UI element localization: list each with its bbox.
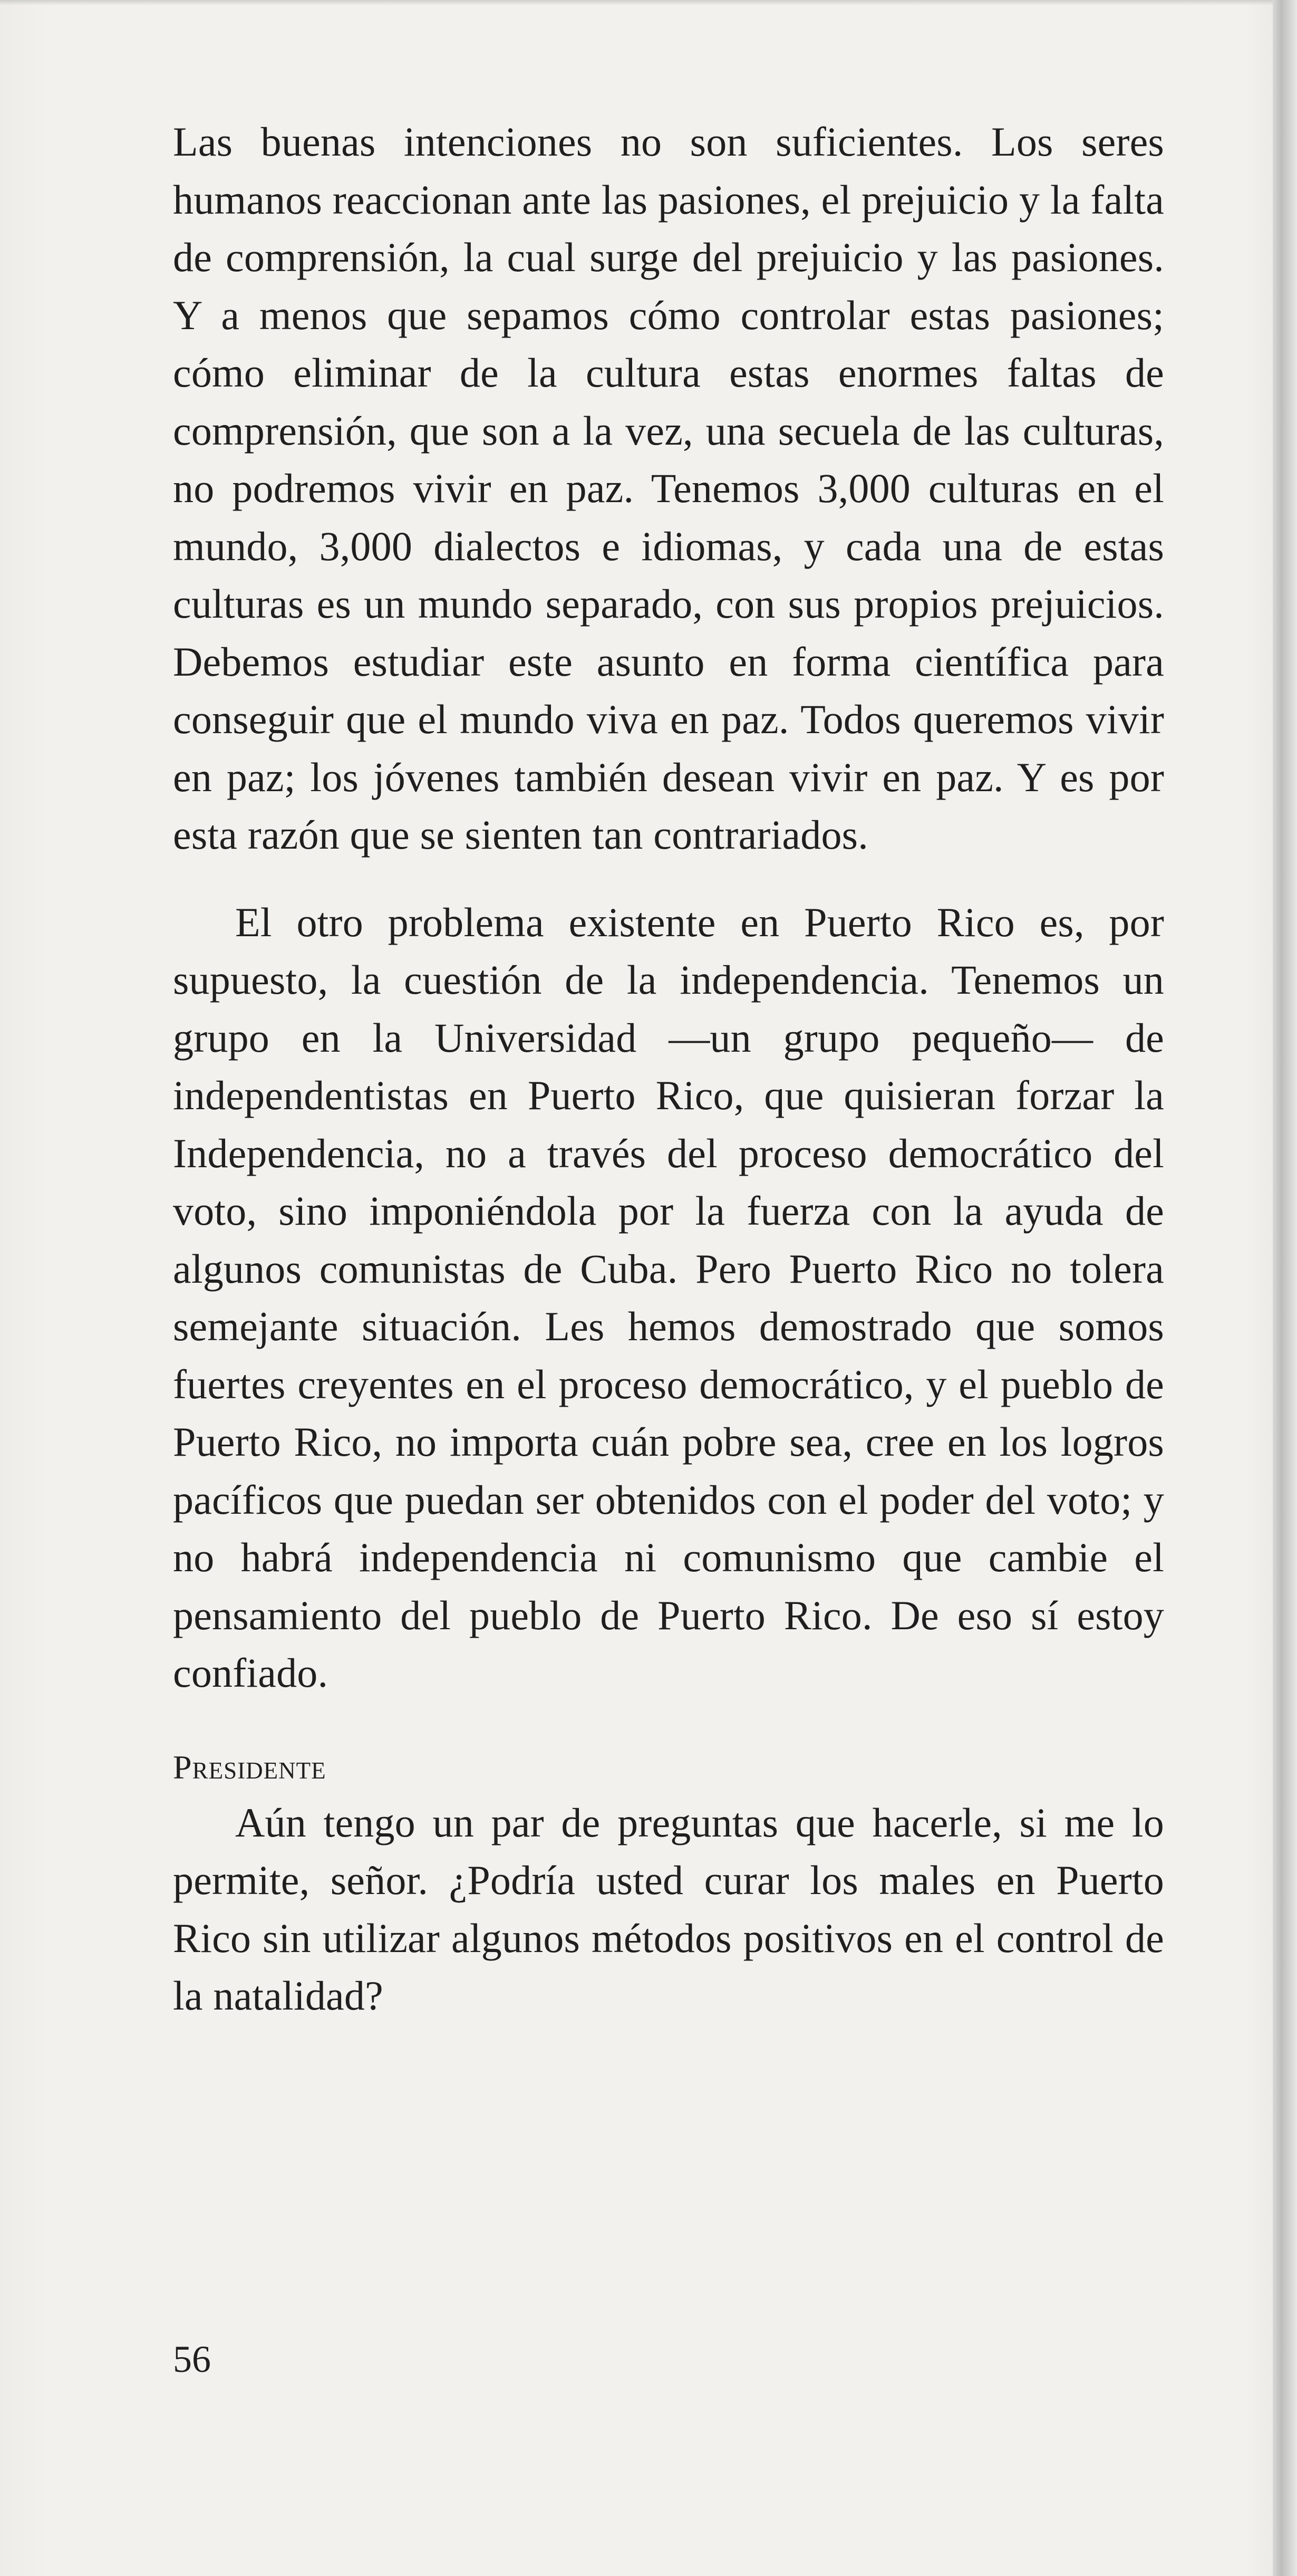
paragraph-gap	[173, 864, 1164, 893]
body-text	[173, 113, 1164, 2025]
page-binding-edge	[1273, 0, 1297, 2576]
speaker-paragraph: Aún tengo un par de preguntas que hacerle, si me lo permite, señor. ¿Podría usted curar los males en Puerto Rico sin utilizar algunos métodos positivos en el control de la natalidad?	[173, 1799, 1164, 2018]
paragraph-1: Las buenas intenciones no son suficientes. Los seres humanos reaccionan ante las pasiones, el prejuicio y la falta de comprensión, la cual surge del prejuicio y las pasiones. Y a menos que sepamos cómo controlar estas pasiones; cómo eliminar de la cultura estas enormes faltas de comprensión, que son a la vez, una secuela de las culturas, no podremos vivir en paz. Tenemos 3,000 culturas en el mundo, 3,000 dialectos e idiomas, y cada una de estas culturas es un mundo separado, con sus propios prejuicios. Debemos estudiar este asunto en forma científica para conseguir que el mundo viva en paz. Todos queremos vivir en paz; los jóvenes también desean vivir en paz. Y es por esta razón que se sienten tan contrariados.	[173, 119, 1164, 858]
page-top-edge	[0, 0, 1297, 5]
page-number: 56	[173, 2338, 211, 2380]
paragraph-2: El otro problema existente en Puerto Rico es, por supuesto, la cuestión de la independencia. Tenemos un grupo en la Universidad —un grupo pequeño— de independentistas en Puerto Rico, que quisieran forzar la Independencia, no a través del proceso democrático del voto, sino imponiéndola por la fuerza con la ayuda de algunos comunistas de Cuba. Pero Puerto Rico no tolera semejante situación. Les hemos demostrado que somos fuertes creyentes en el proceso democrático, y el pueblo de Puerto Rico, no importa cuán pobre sea, cree en los logros pacíficos que puedan ser obtenidos con el poder del voto; y no habrá independencia ni comunismo que cambie el pensamiento del pueblo de Puerto Rico. De eso sí estoy confiado.	[173, 899, 1164, 1696]
speaker-label: Presidente	[173, 1748, 326, 1786]
